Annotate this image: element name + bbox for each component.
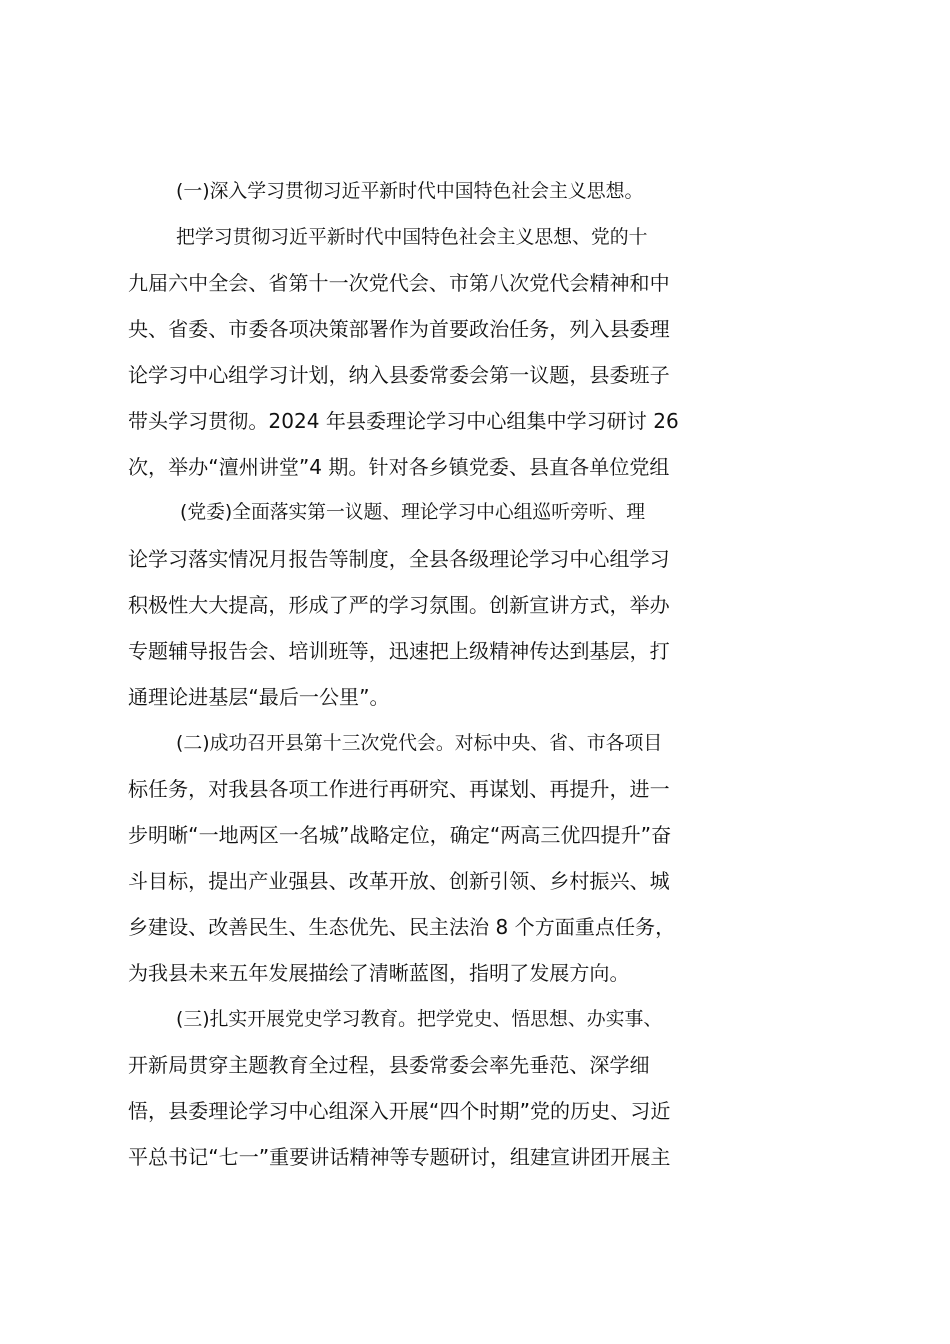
paragraph-line: 次，举办“澶州讲堂”4 期。针对各乡镇党委、县直各单位党组 bbox=[128, 455, 670, 479]
paragraph-line: 为我县未来五年发展描绘了清晰蓝图，指明了发展方向。 bbox=[128, 961, 630, 985]
paragraph-line: 带头学习贯彻。2024 年县委理论学习中心组集中学习研讨 26 bbox=[128, 409, 679, 433]
paragraph-line: 论学习中心组学习计划，纳入县委常委会第一议题，县委班子 bbox=[128, 363, 670, 387]
paragraph-line: 央、省委、市委各项决策部署作为首要政治任务，列入县委理 bbox=[128, 317, 670, 341]
section-3-heading: (三)扎实开展党史学习教育。把学党史、悟思想、办实事、 bbox=[176, 1008, 663, 1030]
paragraph-line: 乡建设、改善民生、生态优先、民主法治 8 个方面重点任务， bbox=[128, 915, 676, 939]
paragraph-line: 积极性大大提高，形成了严的学习氛围。创新宣讲方式，举办 bbox=[128, 593, 670, 617]
paragraph-line: 通理论进基层“最后一公里”。 bbox=[128, 685, 390, 709]
section-2-heading: (二)成功召开县第十三次党代会。对标中央、省、市各项目 bbox=[176, 732, 663, 754]
paragraph-line: 把学习贯彻习近平新时代中国特色社会主义思想、党的十 bbox=[176, 226, 648, 248]
paragraph-line: 论学习落实情况月报告等制度，全县各级理论学习中心组学习 bbox=[128, 547, 670, 571]
paragraph-line: 开新局贯穿主题教育全过程，县委常委会率先垂范、深学细 bbox=[128, 1053, 650, 1077]
paragraph-line: 平总书记“七一”重要讲话精神等专题研讨，组建宣讲团开展主 bbox=[128, 1145, 671, 1169]
paragraph-line: 标任务，对我县各项工作进行再研究、再谋划、再提升，进一 bbox=[128, 777, 670, 801]
paragraph-line: 步明晰“一地两区一名城”战略定位，确定“两高三优四提升”奋 bbox=[128, 823, 672, 847]
paragraph-line: 悟，县委理论学习中心组深入开展“四个时期”党的历史、习近 bbox=[128, 1099, 671, 1123]
paragraph-line: 斗目标，提出产业强县、改革开放、创新引领、乡村振兴、城 bbox=[128, 869, 670, 893]
paragraph-line: 九届六中全会、省第十一次党代会、市第八次党代会精神和中 bbox=[128, 271, 670, 295]
section-1-heading: (一)深入学习贯彻习近平新时代中国特色社会主义思想。 bbox=[176, 180, 644, 202]
paragraph-line: 专题辅导报告会、培训班等，迅速把上级精神传达到基层，打 bbox=[128, 639, 670, 663]
paragraph-line: (党委)全面落实第一议题、理论学习中心组巡听旁听、理 bbox=[180, 502, 646, 523]
